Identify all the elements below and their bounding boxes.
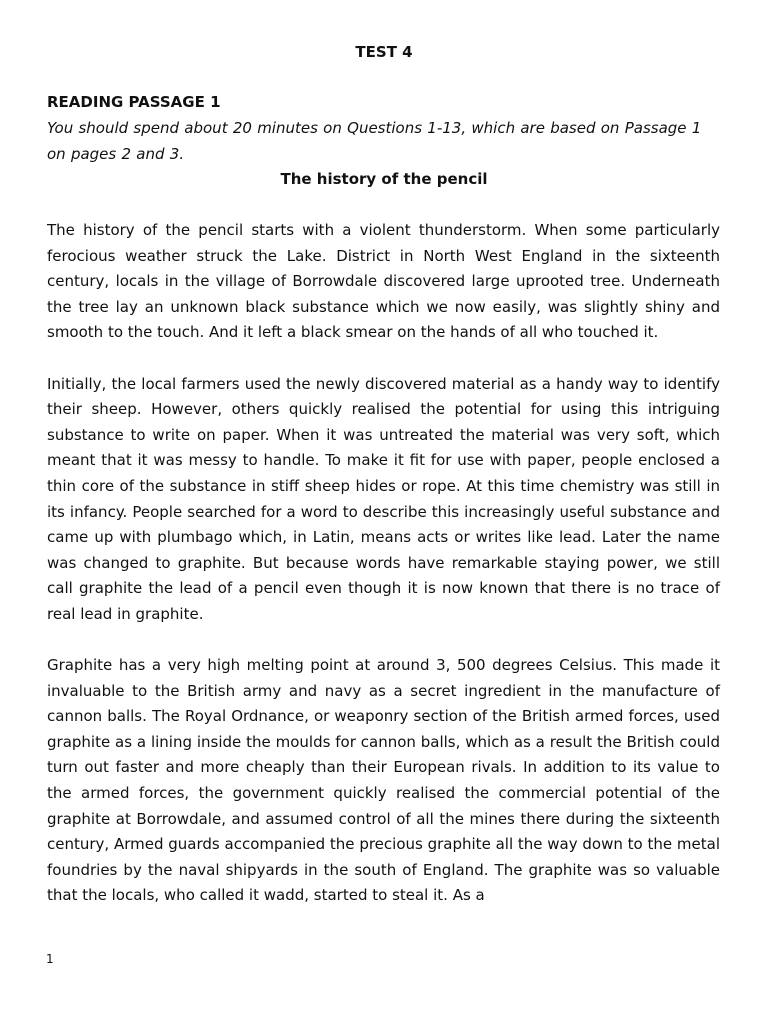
paragraph-2: Initially, the local farmers used the newly discovered material as a handy way to identify their sheep. However, others quickly realised the potential for using this intriguing substance to write on paper. When it was untreated the material was very soft, which meant that it was messy to handle. To make it fit for use with paper, people enclosed a thin core of the substance in stiff sheep hides or rope. At this time chemistry was still in its infancy. People searched for a word to describe this increasingly useful substance and came up with plumbago which, in Latin, means acts or writes like lead. Later the name was changed to graphite. But because words have remarkable staying power, we still call graphite the lead of a pencil even though it is now known that there is no trace of real lead in graphite.: [47, 374, 720, 623]
instruction-text: You should spend about 20 minutes on Questions 1-13, which are based on Passage 1 on pages 2 and 3.: [47, 119, 702, 163]
test-title: TEST 4: [355, 43, 413, 61]
paragraph-3: Graphite has a very high melting point at around 3, 500 degrees Celsius. This made it invaluable to the British army and navy as a secret ingredient in the manufacture of cannon balls. The Royal Ordnance, or weaponry section of the British armed forces, used graphite as a lining inside the moulds for cannon balls, which as a result the British could turn out faster and more cheaply than their European rivals. In addition to its value to the armed forces, the government quickly realised the commercial potential of the graphite at Borrowdale, and assumed control of all the mines there during the sixteenth century, Armed guards accompanied the precious graphite all the way down to the metal foundries by the naval shipyards in the south of England. The graphite was so valuable that the locals, who called it wadd, started to steal it. As a: [47, 656, 720, 905]
article-body: [47, 218, 720, 935]
page-number: 1: [46, 952, 54, 966]
article-title: The history of the pencil: [280, 170, 488, 188]
passage-label: READING PASSAGE 1: [47, 93, 221, 111]
paragraph-1: The history of the pencil starts with a violent thunderstorm. When some particularly ferocious weather struck the Lake. District in North West England in the sixteenth century, locals in the village of Borrowdale discovered large uprooted tree. Underneath the tree lay an unknown black substance which we now easily, was slightly shiny and smooth to the touch. And it left a black smear on the hands of all who touched it.: [47, 221, 720, 342]
